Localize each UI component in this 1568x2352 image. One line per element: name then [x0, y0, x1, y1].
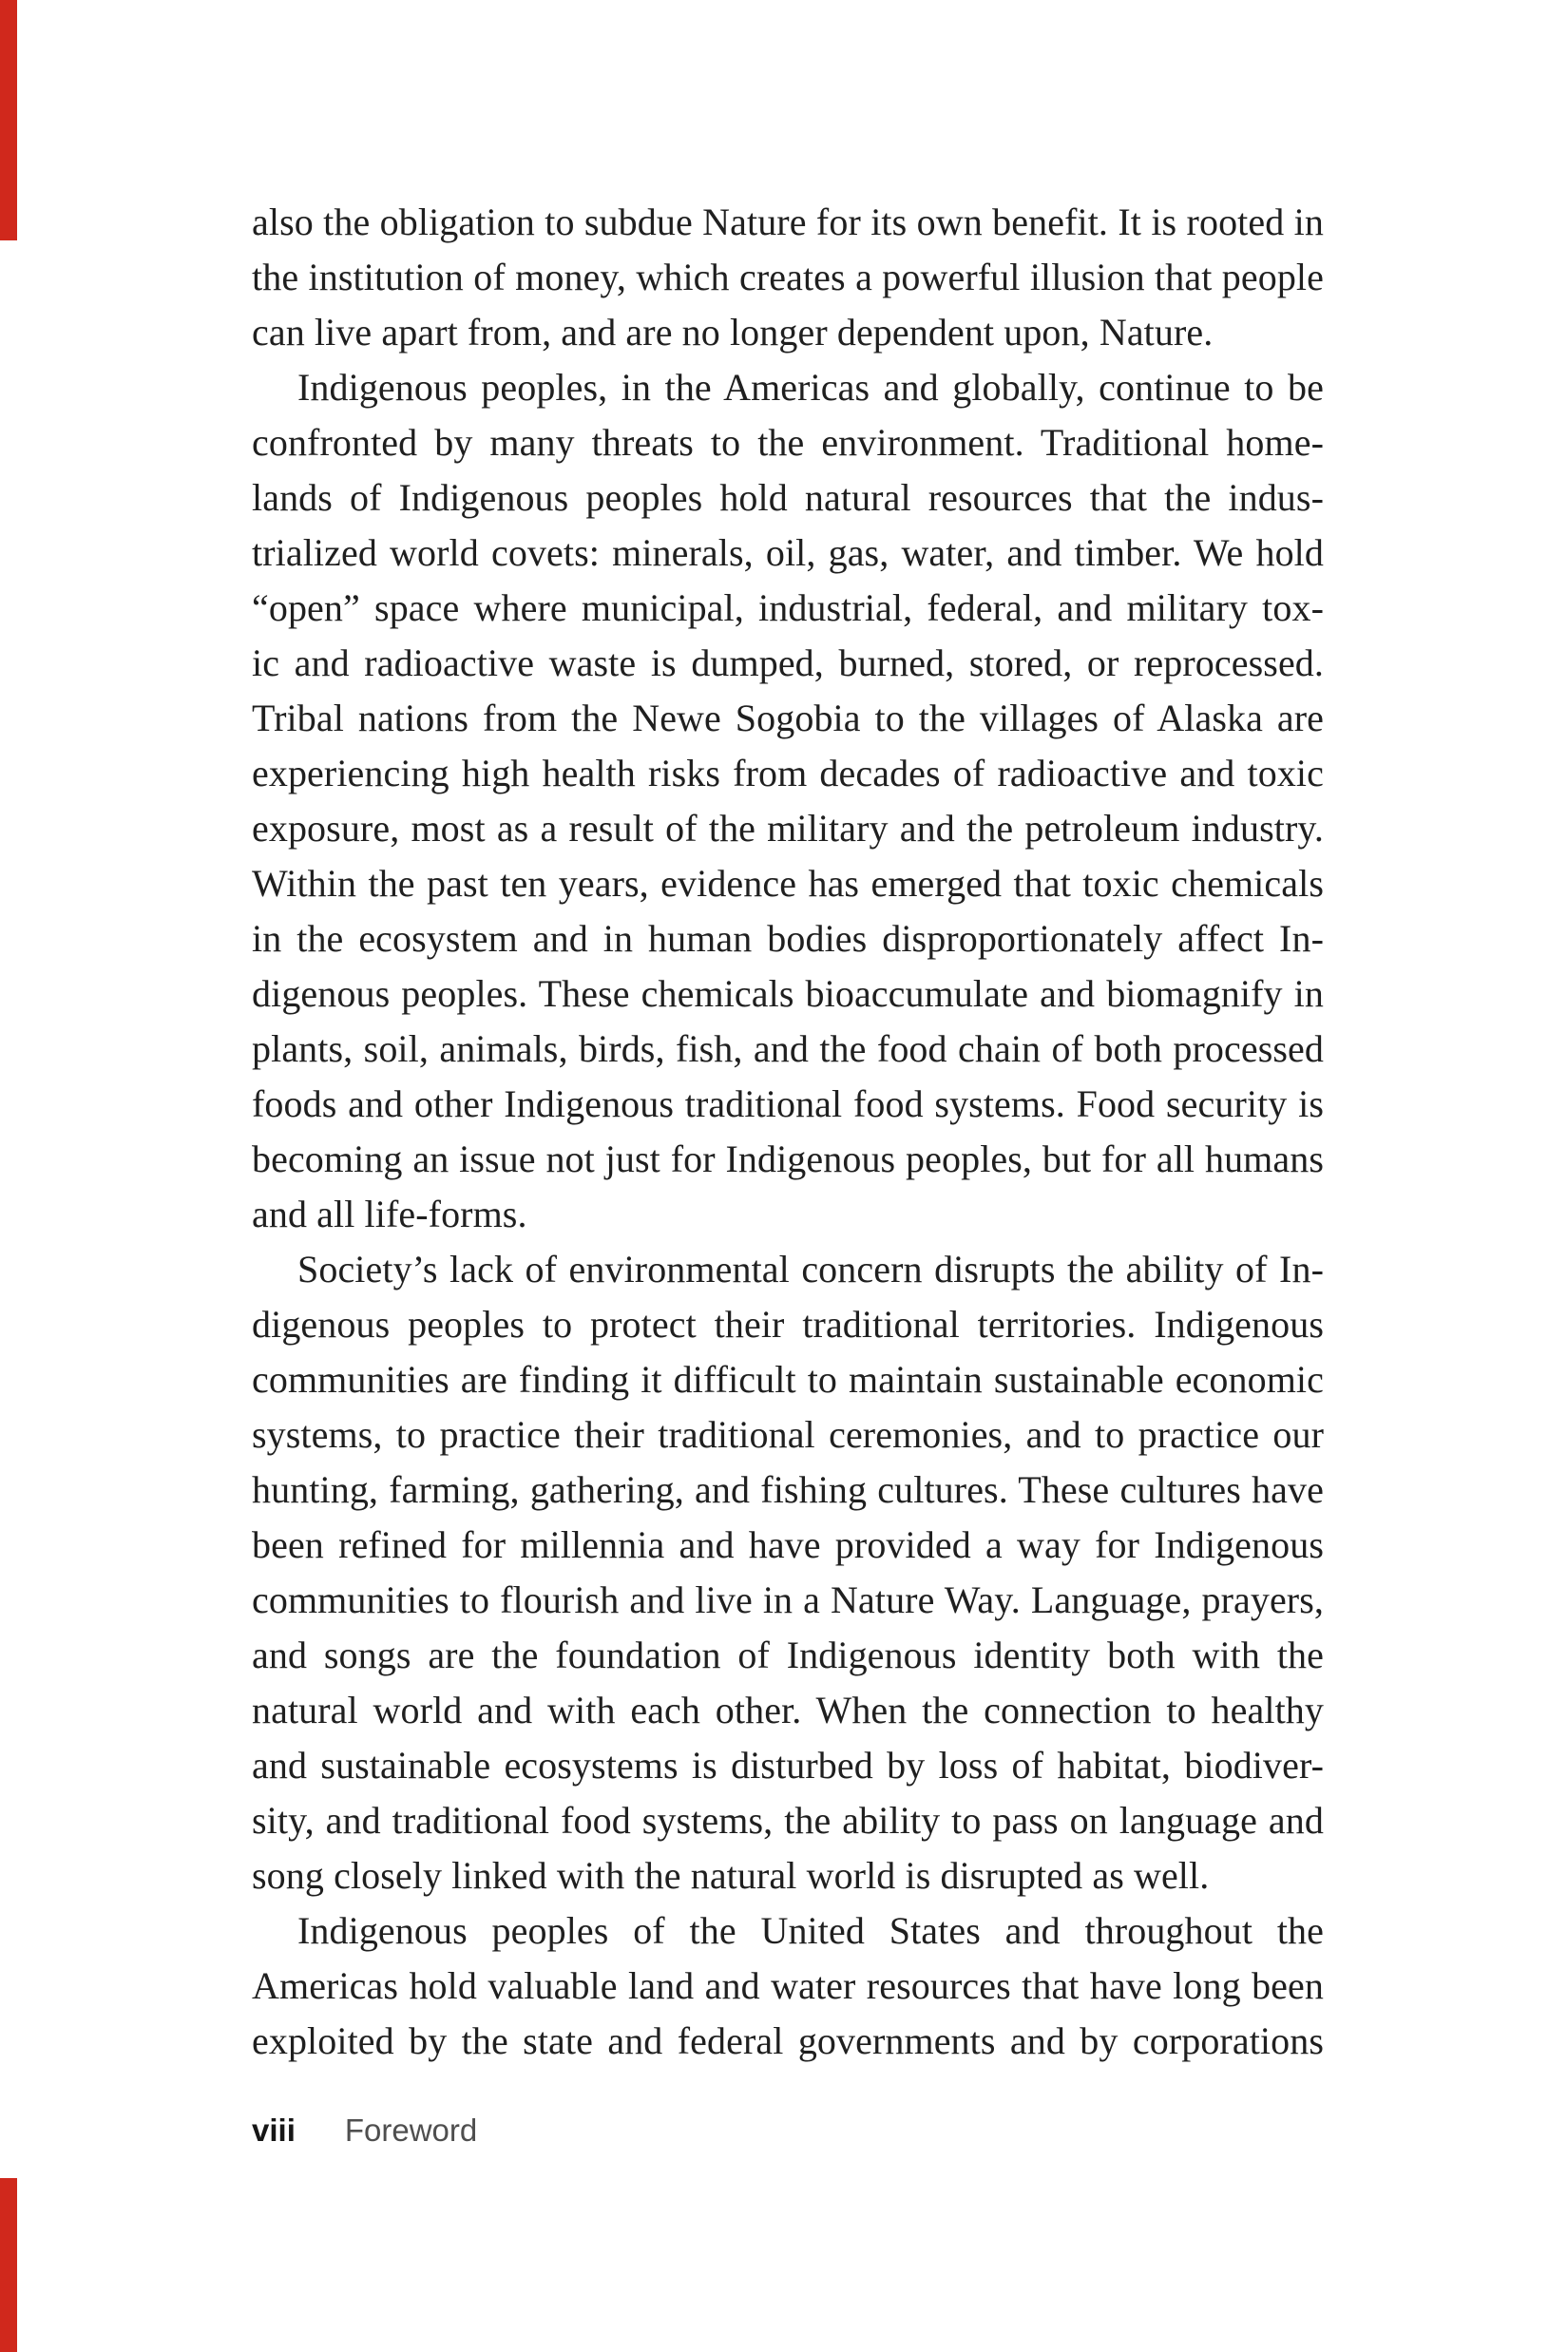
page-body: [252, 195, 1324, 2069]
text-line: and songs are the foundation of Indigenous identity both with the: [252, 1634, 1324, 1676]
text-line: hunting, farming, gathering, and fishing cultures. These cultures have: [252, 1468, 1324, 1511]
page-footer: [252, 2112, 477, 2150]
text-line: digenous peoples to protect their traditional territories. Indigenous: [252, 1303, 1324, 1346]
text-line: Within the past ten years, evidence has emerged that toxic chemicals: [252, 862, 1324, 905]
text-line: digenous peoples. These chemicals bioaccumulate and biomagnify in: [252, 972, 1324, 1015]
text-line: lands of Indigenous peoples hold natural resources that the indus-: [252, 476, 1324, 519]
cover-edge-top: [0, 0, 17, 240]
text-line: natural world and with each other. When the connection to healthy: [252, 1689, 1324, 1731]
page-number: viii: [252, 2113, 296, 2148]
text-line: confronted by many threats to the environment. Traditional home-: [252, 421, 1324, 464]
paragraph: [252, 1242, 1324, 1903]
paragraph: [252, 1903, 1324, 2069]
text-line: experiencing high health risks from decades of radioactive and toxic: [252, 752, 1324, 794]
text-line: Tribal nations from the Newe Sogobia to the villages of Alaska are: [252, 697, 1324, 739]
text-line: Americas hold valuable land and water resources that have long been: [252, 1964, 1324, 2007]
text-line: trialized world covets: minerals, oil, gas, water, and timber. We hold: [252, 531, 1324, 574]
text-line: systems, to practice their traditional ceremonies, and to practice our: [252, 1413, 1324, 1456]
text-line: been refined for millennia and have provided a way for Indigenous: [252, 1523, 1324, 1566]
text-line: can live apart from, and are no longer dependent upon, Nature.: [252, 311, 1214, 354]
text-line: ic and radioactive waste is dumped, burned, stored, or reprocessed.: [252, 641, 1324, 684]
text-line: Indigenous peoples of the United States and throughout the: [297, 1909, 1324, 1952]
text-line: and all life-forms.: [252, 1193, 527, 1235]
text-line: exploited by the state and federal governments and by corporations: [252, 2019, 1324, 2062]
text-line: plants, soil, animals, birds, fish, and the food chain of both processed: [252, 1027, 1324, 1070]
text-line: sity, and traditional food systems, the ability to pass on language and: [252, 1799, 1324, 1842]
text-line: Society’s lack of environmental concern disrupts the ability of In-: [297, 1248, 1324, 1291]
text-line: song closely linked with the natural world is disrupted as well.: [252, 1854, 1210, 1897]
text-line: Indigenous peoples, in the Americas and globally, continue to be: [297, 366, 1324, 409]
text-line: communities are finding it difficult to maintain sustainable economic: [252, 1358, 1324, 1401]
paragraph: [252, 195, 1324, 360]
text-line: communities to flourish and live in a Nature Way. Language, prayers,: [252, 1578, 1324, 1621]
text-line: foods and other Indigenous traditional food systems. Food security is: [252, 1082, 1324, 1125]
text-line: exposure, most as a result of the military and the petroleum industry.: [252, 807, 1324, 850]
text-line: the institution of money, which creates a powerful illusion that people: [252, 256, 1324, 298]
text-line: and sustainable ecosystems is disturbed by loss of habitat, biodiver-: [252, 1744, 1324, 1787]
paragraph: [252, 360, 1324, 1242]
text-line: “open” space where municipal, industrial, federal, and military tox-: [252, 586, 1324, 629]
text-line: also the obligation to subdue Nature for its own benefit. It is rooted in: [252, 201, 1324, 243]
running-title: Foreword: [344, 2113, 478, 2148]
text-line: in the ecosystem and in human bodies disproportionately affect In-: [252, 917, 1324, 960]
cover-edge-bottom: [0, 2178, 17, 2352]
text-line: becoming an issue not just for Indigenous peoples, but for all humans: [252, 1138, 1324, 1180]
